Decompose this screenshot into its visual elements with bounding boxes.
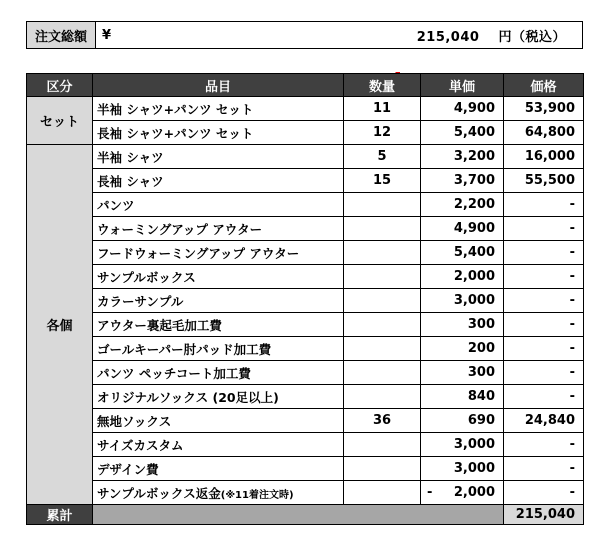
item-qty	[344, 385, 421, 409]
item-price: -	[504, 385, 584, 409]
item-qty	[344, 481, 421, 505]
unit-value: 2,000	[453, 485, 495, 500]
item-price: -	[504, 433, 584, 457]
item-qty	[344, 337, 421, 361]
table-row	[27, 265, 584, 289]
item-unit-price: 3,200	[421, 145, 504, 169]
sum-total: 215,040	[504, 505, 584, 525]
header-qty: 数量	[344, 74, 421, 97]
item-name: パンツ ペッチコート加工費	[93, 361, 344, 385]
item-price: 53,900	[504, 97, 584, 121]
item-name: 長袖 シャツ	[93, 169, 344, 193]
sum-row	[27, 505, 584, 525]
item-price: 16,000	[504, 145, 584, 169]
item-name: サイズカスタム	[93, 433, 344, 457]
item-name: ゴールキーパー肘パッド加工費	[93, 337, 344, 361]
item-qty	[344, 193, 421, 217]
item-price: -	[504, 265, 584, 289]
item-qty	[344, 241, 421, 265]
item-name: オリジナルソックス (20足以上)	[93, 385, 344, 409]
sum-spacer	[93, 505, 504, 525]
item-price: -	[504, 457, 584, 481]
table-row	[27, 145, 584, 169]
item-unit-price: 300	[421, 313, 504, 337]
table-row	[27, 217, 584, 241]
item-name-note: (※11着注文時)	[220, 489, 294, 501]
item-name: アウター裏起毛加工費	[93, 313, 344, 337]
table-row	[27, 361, 584, 385]
item-price: -	[504, 313, 584, 337]
item-unit-price: 840	[421, 385, 504, 409]
table-row	[27, 457, 584, 481]
header-category: 区分	[27, 74, 93, 97]
header-unit-price: 単価	[421, 74, 504, 97]
item-price: -	[504, 289, 584, 313]
item-unit-price	[421, 481, 504, 505]
category-set: セット	[27, 97, 93, 145]
item-unit-price: 5,400	[421, 121, 504, 145]
table-row	[27, 193, 584, 217]
order-total-label: 注文総額	[27, 22, 96, 49]
item-unit-price: 4,900	[421, 97, 504, 121]
item-name: デザイン費	[93, 457, 344, 481]
header-item: 品目	[93, 74, 344, 97]
item-qty: 11	[344, 97, 421, 121]
item-name-text: サンプルボックス返金	[97, 485, 221, 501]
item-name: カラーサンプル	[93, 289, 344, 313]
item-unit-price: 3,000	[421, 457, 504, 481]
table-row	[27, 313, 584, 337]
order-total-box	[26, 21, 583, 49]
order-total-unit: 円（税込）	[498, 29, 566, 45]
category-individual: 各個	[27, 145, 93, 505]
item-unit-price: 690	[421, 409, 504, 433]
table-row	[27, 481, 584, 505]
item-price: 64,800	[504, 121, 584, 145]
table-row	[27, 337, 584, 361]
item-unit-price: 2,200	[421, 193, 504, 217]
table-header-row	[27, 74, 584, 97]
item-unit-price: 3,700	[421, 169, 504, 193]
item-name: ウォーミングアップ アウター	[93, 217, 344, 241]
item-name: 半袖 シャツ	[93, 145, 344, 169]
item-qty	[344, 313, 421, 337]
item-qty	[344, 361, 421, 385]
item-name: フードウォーミングアップ アウター	[93, 241, 344, 265]
item-unit-price: 300	[421, 361, 504, 385]
table-row	[27, 97, 584, 121]
item-name: サンプルボックス	[93, 265, 344, 289]
item-name: 長袖 シャツ+パンツ セット	[93, 121, 344, 145]
item-price: -	[504, 481, 584, 505]
unit-negative-sign: -	[427, 485, 433, 500]
item-qty: 12	[344, 121, 421, 145]
item-unit-price: 3,000	[421, 289, 504, 313]
item-qty	[344, 433, 421, 457]
item-qty: 15	[344, 169, 421, 193]
order-total-amount	[128, 22, 583, 49]
item-name: パンツ	[93, 193, 344, 217]
item-qty	[344, 289, 421, 313]
item-price: 24,840	[504, 409, 584, 433]
item-name: 無地ソックス	[93, 409, 344, 433]
item-qty	[344, 217, 421, 241]
item-price: -	[504, 193, 584, 217]
order-table	[26, 73, 584, 525]
item-qty	[344, 457, 421, 481]
currency-symbol: ¥	[96, 22, 129, 49]
sum-label: 累計	[27, 505, 93, 525]
order-total-value: 215,040	[416, 29, 480, 45]
item-price: 55,500	[504, 169, 584, 193]
table-row	[27, 241, 584, 265]
table-row	[27, 121, 584, 145]
header-price: 価格	[504, 74, 584, 97]
item-price: -	[504, 217, 584, 241]
table-row	[27, 289, 584, 313]
item-name: 半袖 シャツ+パンツ セット	[93, 97, 344, 121]
table-row	[27, 385, 584, 409]
item-price: -	[504, 337, 584, 361]
item-unit-price: 5,400	[421, 241, 504, 265]
item-unit-price: 200	[421, 337, 504, 361]
item-unit-price: 3,000	[421, 433, 504, 457]
item-unit-price: 4,900	[421, 217, 504, 241]
table-row	[27, 409, 584, 433]
item-qty: 5	[344, 145, 421, 169]
item-qty	[344, 265, 421, 289]
item-name	[93, 481, 344, 505]
item-price: -	[504, 361, 584, 385]
table-row	[27, 433, 584, 457]
table-row	[27, 169, 584, 193]
item-qty: 36	[344, 409, 421, 433]
item-unit-price: 2,000	[421, 265, 504, 289]
item-price: -	[504, 241, 584, 265]
